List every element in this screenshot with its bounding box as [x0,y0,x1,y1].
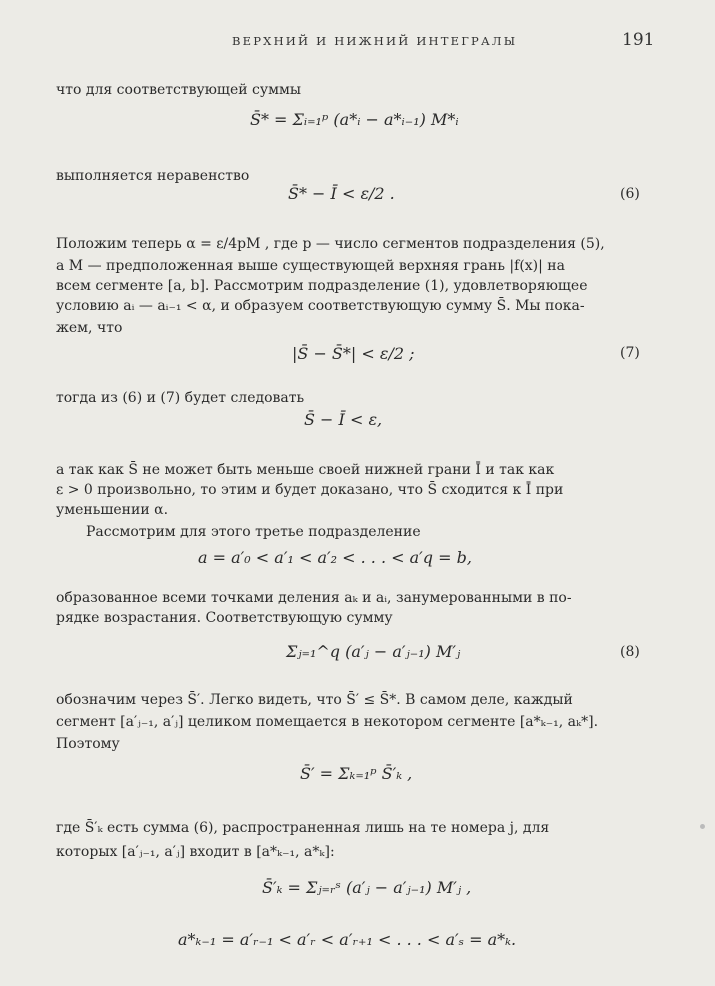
text-line: жем, что [56,320,123,336]
text-line: которых [a′ⱼ₋₁, a′ⱼ] входит в [a*ₖ₋₁, a*ₖ]: [56,844,335,860]
text-line: Рассмотрим для этого третье подразделение [86,524,421,540]
text-line: всем сегменте [a, b]. Рассмотрим подразделение (1), удовлетворяющее [56,278,588,294]
text-line: рядке возрастания. Соответствующую сумму [56,610,393,626]
text-line: а так как S̄ не может быть меньше своей нижней грани Ī и так как [56,462,555,478]
page-number: 191 [622,30,655,50]
text-line: где S̄′ₖ есть сумма (6), распространенная лишь на те номера j, для [56,820,550,836]
text-line: условию aᵢ — aᵢ₋₁ < α, и образуем соответствующую сумму S̄. Мы пока- [56,298,585,314]
text-line: а M — предположенная выше существующей верхняя грань |f(x)| на [56,258,565,274]
equation: Σⱼ₌₁^q (a′ⱼ − a′ⱼ₋₁) M′ⱼ [286,642,461,661]
equation: a*ₖ₋₁ = a′ᵣ₋₁ < a′ᵣ < a′ᵣ₊₁ < . . . < a′ₛ = a*ₖ. [178,930,517,949]
equation: a = a′₀ < a′₁ < a′₂ < . . . < a′q = b, [198,548,472,567]
equation: S̄* − Ī < ε/2 . [288,184,395,203]
equation: S̄′ₖ = Σⱼ₌ᵣˢ (a′ⱼ − a′ⱼ₋₁) M′ⱼ , [262,878,472,897]
equation: S̄ − Ī < ε, [304,410,383,429]
equation-number: (6) [620,186,640,202]
equation: S̄* = Σᵢ₌₁ᵖ (a*ᵢ − a*ᵢ₋₁) M*ᵢ [250,110,459,129]
equation: S̄′ = Σₖ₌₁ᵖ S̄′ₖ , [300,764,413,783]
equation: |S̄ − S̄*| < ε/2 ; [292,344,415,363]
scan-speck [700,824,705,829]
text-line: образованное всеми точками деления aₖ и aᵢ, занумерованными в по- [56,590,572,606]
text-line: тогда из (6) и (7) будет следовать [56,390,305,406]
text-line: Положим теперь α = ε/4pM , где p — число сегментов подразделения (5), [56,236,605,252]
equation-number: (7) [620,345,640,361]
text-line: Поэтому [56,736,120,752]
text-line: обозначим через S̄′. Легко видеть, что S̄′ ≤ S̄*. В самом деле, каждый [56,692,573,708]
text-line: выполняется неравенство [56,168,250,184]
text-line: сегмент [a′ⱼ₋₁, a′ⱼ] целиком помещается в некотором сегменте [a*ₖ₋₁, aₖ*]. [56,714,599,730]
running-title: ВЕРХНИЙ И НИЖНИЙ ИНТЕГРАЛЫ [232,34,518,48]
text-line: уменьшении α. [56,502,169,518]
text-line: что для соответствующей суммы [56,82,302,98]
text-line: ε > 0 произвольно, то этим и будет доказано, что S̄ сходится к Ī при [56,482,564,498]
equation-number: (8) [620,644,640,660]
